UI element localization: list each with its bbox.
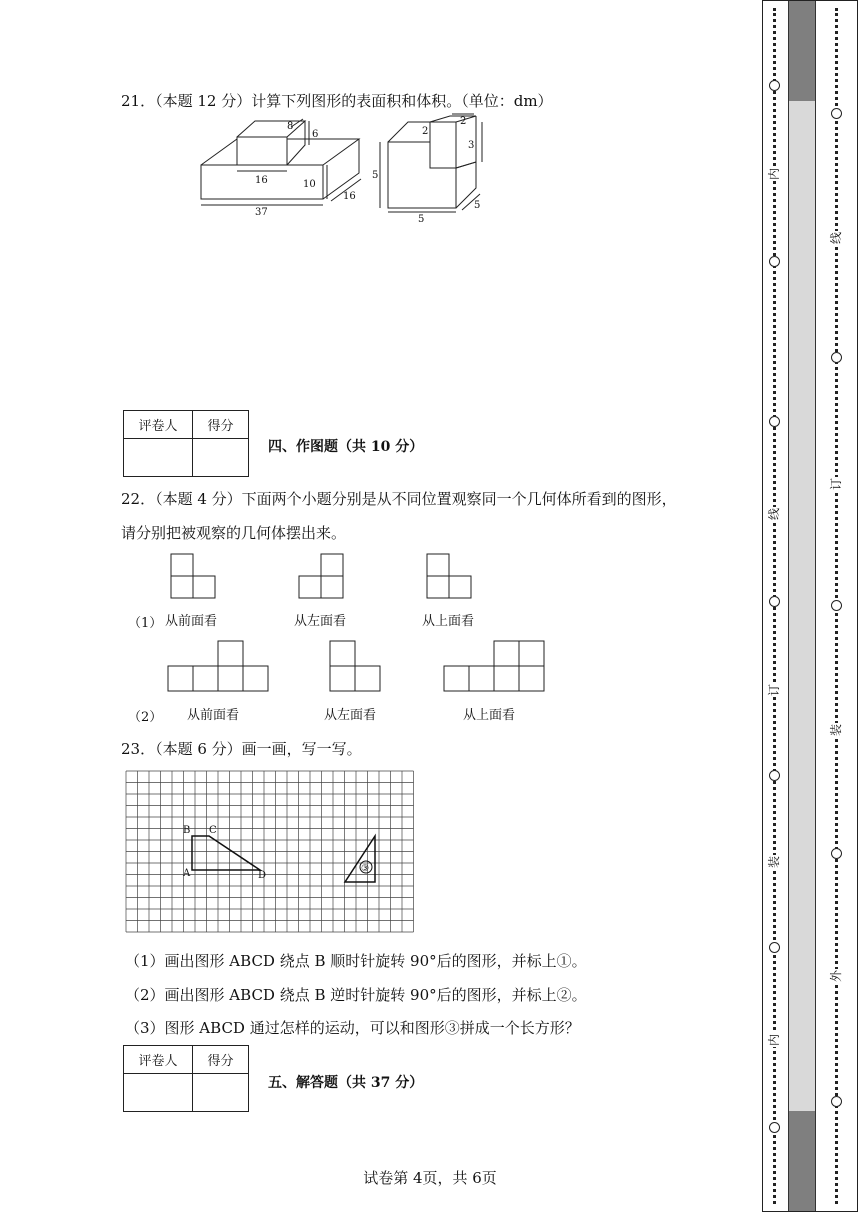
binding-outer-char: 外 [829, 970, 843, 983]
q22-part2-top: 从上面看 [463, 708, 516, 723]
binding-circle [831, 108, 842, 119]
q22-part1-views [165, 552, 485, 604]
q21-figure-2 [370, 112, 490, 224]
q23-sub3: （3）图形 ABCD 通过怎样的运动，可以和图形③拼成一个长方形？ [125, 1019, 580, 1037]
section5-score-cell [193, 1074, 249, 1112]
binding-circle [769, 416, 780, 427]
q23-title: 23．（本题 6 分）画一画，写一写。 [121, 740, 362, 758]
binding-circle [769, 942, 780, 953]
q23-sub1: （1）画出图形 ABCD 绕点 B 顺时针旋转 90°后的图形，并标上①。 [125, 952, 587, 970]
binding-outer-char: 订 [829, 478, 843, 491]
binding-inner-char: 订 [767, 684, 781, 697]
binding-circle [769, 1122, 780, 1133]
section4-reviewer-label: 评卷人 [124, 411, 193, 439]
q21-title: 21．（本题 12 分）计算下列图形的表面积和体积。（单位：dm） [121, 92, 553, 110]
fig1-label-16b: 16 [343, 191, 356, 202]
binding-gray-middle [788, 101, 816, 1111]
section4-title: 四、作图题（共 10 分） [268, 439, 424, 455]
fig2-label-5a: 5 [372, 170, 379, 181]
section5-title: 五、解答题（共 37 分） [268, 1075, 424, 1091]
binding-outer-char: 线 [829, 232, 843, 245]
fig2-label-3: 3 [468, 140, 475, 151]
q22-part1-label: （1） [128, 616, 163, 631]
grid-label-3: ③ [361, 864, 370, 874]
binding-inner-char: 内 [767, 1034, 781, 1047]
fig1-label-10: 10 [303, 179, 316, 190]
binding-gray-bottom [788, 1111, 816, 1211]
binding-circle [831, 352, 842, 363]
q22-part2-views [160, 640, 550, 696]
q22-part1-left: 从左面看 [294, 614, 347, 629]
binding-inner-char: 内 [767, 168, 781, 181]
section4-reviewer-cell [124, 439, 193, 477]
q22-part2-left: 从左面看 [324, 708, 377, 723]
fig2-label-2a: 2 [422, 126, 429, 137]
binding-circle [831, 600, 842, 611]
section5-reviewer-label: 评卷人 [124, 1046, 193, 1074]
q22-line2: 请分别把被观察的几何体摆出来。 [121, 524, 347, 542]
section4-score-label: 得分 [193, 411, 249, 439]
fig1-label-37: 37 [255, 207, 268, 218]
grid-label-d: D [258, 870, 267, 881]
binding-circle [831, 848, 842, 859]
section4-score-box [123, 410, 249, 477]
q23-sub2: （2）画出图形 ABCD 绕点 B 逆时针旋转 90°后的图形，并标上②。 [125, 986, 587, 1004]
page-footer: 试卷第 4页，共 6页 [363, 1169, 497, 1187]
fig2-label-5b: 5 [418, 214, 425, 224]
fig1-label-8: 8 [287, 121, 294, 132]
binding-gray-top [788, 1, 816, 101]
grid-label-c: C [209, 825, 217, 836]
binding-inner-char: 装 [767, 856, 781, 869]
fig2-label-5c: 5 [474, 200, 481, 211]
shape-3 [345, 836, 375, 882]
binding-circle [831, 1096, 842, 1107]
q22-line1: 22．（本题 4 分）下面两个小题分别是从不同位置观察同一个几何体所看到的图形， [121, 490, 677, 508]
fig1-label-6: 6 [312, 129, 319, 140]
q22-part2-front: 从前面看 [187, 708, 240, 723]
fig1-label-16a: 16 [255, 175, 268, 186]
q22-part1-top: 从上面看 [422, 614, 475, 629]
q22-part2-label: （2） [128, 710, 163, 725]
grid-label-a: A [183, 868, 191, 879]
section4-score-cell [193, 439, 249, 477]
section5-score-box [123, 1045, 249, 1112]
q23-grid [125, 770, 415, 936]
binding-inner-char: 线 [767, 508, 781, 521]
section5-reviewer-cell [124, 1074, 193, 1112]
binding-circle [769, 596, 780, 607]
q21-figure-1 [195, 115, 375, 220]
binding-circle [769, 256, 780, 267]
grid-label-b: B [183, 825, 191, 836]
q22-part1-front: 从前面看 [165, 614, 218, 629]
fig2-label-2b: 2 [460, 116, 467, 127]
binding-circle [769, 770, 780, 781]
binding-outer-char: 装 [829, 724, 843, 737]
shape-abcd [192, 836, 260, 870]
binding-circle [769, 80, 780, 91]
section5-score-label: 得分 [193, 1046, 249, 1074]
